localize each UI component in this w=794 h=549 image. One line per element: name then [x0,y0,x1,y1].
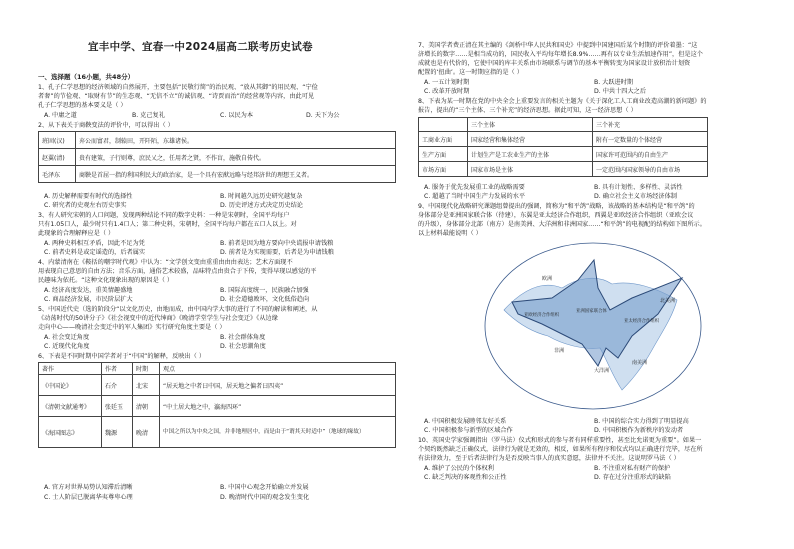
q8-line-2: 报告，提出的“三个主体、三个补充”的经济思想。据此可知，这一经济思想（ ） [418,107,637,114]
q5-option-c: C. 近现代化角度 [44,343,90,350]
q1-option-c: C. 以民为本 [220,112,254,119]
table-cell: 晚清 [133,417,160,448]
q6-option-c: C. 士人阶层已脱离华夷尊卑心理 [44,494,133,501]
map-label-south-america: 南美洲 [632,360,648,366]
q5-option-d: D. 社会思潮角度 [220,343,266,350]
q5-option-a: A. 社会变迁角度 [44,334,90,341]
q4-option-b: B. 国际高度统一，民族融合加强 [220,287,309,294]
right-column [418,0,768,549]
section-heading: 一、选择题（16小题，共48分） [38,73,135,81]
q8-option-d: D. 确立社会主义市场经济体制 [594,193,677,200]
table-header-cell: 观点 [160,363,396,375]
q10-option-c: C. 缺乏判决的客观性和公正性 [424,474,507,481]
q7-option-b: B. 大跃进时期 [594,79,634,86]
q2-option-d: D. 历史评述方式决定历史结论 [220,202,303,209]
q10-option-a: A. 维护了公民的个体权利 [424,465,494,472]
q1-line-1: 1、孔子仁学思想的经济领域的自然展开，主要包括“民敬行简”的治民观、“放从其御”的用民观、“宁俭 [38,84,318,91]
table-cell: 魏源 [102,417,133,448]
q9-option-d: D. 中国积极作为新秩序的发动者 [594,427,684,434]
table-header-cell: 时期 [133,363,160,375]
table-cell: 生产方面 [419,147,468,162]
map-label-apec: 亚太经济合作组织 [624,319,660,324]
table-cell: 中国之所以为中央之国，并非地理居中，而是由于“谓其天时适中”（地球的缘故） [160,417,396,448]
q9-option-b: B. 中国的综合实力得到了明显提高 [594,418,689,425]
map-label-oceania: 大洋洲 [594,368,610,374]
q2-option-c: C. 研究者的史观左右历史事实 [44,202,127,209]
table-cell: 张廷玉 [102,396,133,417]
q2-table [38,131,396,183]
q2-stem: 2、从下表关于商鞅变法的评价中，可以得出（ ） [38,122,174,129]
q4-option-a: A. 经济高度发达，重美情趣盛地 [44,287,133,294]
q8-line-1: 8、下表为某一时期在党的中央全会上重要发言的相关主题为《关于深化工人工商业改造高潮的新问题》的 [418,98,707,105]
q7-option-d: D. 中共十四大之后 [594,88,647,95]
map-label-north-america: 北美洲 [660,298,676,304]
peace-dove-map [482,240,704,412]
table-row [419,162,708,177]
table-cell: 国家市场是主体 [468,162,593,177]
table-header-cell [419,118,468,132]
q6-stem: 6、下表是不同时期中国学者对于“中国”的解释，反映出（ ） [38,353,206,360]
q10-option-b: B. 不注重对私有财产的保护 [594,465,671,472]
q1-option-a: A. 中庸之道 [44,112,77,119]
q4-line-2: 用表现自己意思的自由方法；音乐方面，通俗艺术较盛，品味特点由贵合于下传，变得早现以感觉的平 [38,268,317,275]
table-cell: “居天地之中者曰中国，居天地之偏者曰四夷” [160,375,396,396]
q3-option-a: A. 两种史料相互矛盾，因此不足为凭 [44,240,145,247]
q4-option-d: D. 社会道德败坏，文化低俗趋向 [220,296,310,303]
table-cell: 《中国论》 [39,375,102,396]
q10-line-2: 个契约既然缺乏正确仪式，法律行为就是无效的，相反，如果所有程序和仪式均以正确进行完毕，尽在所 [418,446,703,453]
table-cell: 一定范围内国家领导的自由市场 [593,162,708,177]
q10-line-3: 有法律效力，至于后者法律行为是否反映当事人的真实意愿，法律并不关注。这说明罗马法（ ） [418,455,680,462]
q7-line-2: 济增长的数字……是相当成功的，国民收入平均每年增长8.9%……再有以专业生活加速作用”，但是这个 [418,51,703,58]
q1-option-d: D. 天下为公 [306,112,340,119]
q3-option-b: B. 前者是因为地方要向中央谎报申请钱粮 [220,240,334,247]
q1-option-b: B. 克己复礼 [132,112,165,119]
table-row [419,132,708,147]
q9-line-2: 身体部分是亚洲国家联合体（待建），东翼是亚太经济合作组织，西翼是亚欧经济合作组织（亚欧会议 [418,212,694,219]
map-label-europe: 欧洲 [542,276,553,282]
page-title: 宜丰中学、宜春一中2024届高二联考历史试卷 [88,41,313,53]
q1-line-3: 孔子仁学思想的基本要义是（ ） [38,102,127,109]
q3-line-3: 此现象的合理解释应是（ ） [38,230,115,237]
table-row [39,132,396,149]
table-header-cell: 三个补充 [593,118,708,132]
table-cell: 国家经营和集体经营 [468,132,593,147]
q1-line-2: 者奢”的节俭观、“取财有节”的生态观、“无信不立”的诚信观、“诗贾而治”的经营观等内容，由此可见 [38,93,315,100]
q4-option-c: C. 商品经济发展，市民阶层扩大 [44,296,133,303]
table-cell: 弃公而富君，制辕田，开阡陌，东雄诸侯。 [76,132,396,149]
table-row [39,417,396,448]
q3-line-1: 3、有人研究宋朝的人口问题，发现两种结论不同的数字史料：一种是宋朝时，全国平均每户 [38,212,290,219]
q4-line-3: 民趣味为依托。“这种文化现象出现的原因是（ ） [38,277,174,284]
q6-option-d: D. 晚清时代中国的观念发生变化 [220,494,310,501]
q7-option-c: C. 改革开放时期 [424,88,470,95]
table-row [39,396,396,417]
table-cell: 班固(汉) [39,132,76,149]
q10-line-1: 10、英国史学家强调指出（罗马法）仪式和形式的参与者有同样重要性，甚至比允诺更为重要”。如果一 [418,437,702,444]
table-cell: 《清朝文献通考》 [39,396,102,417]
q5-line-2: 《动荡时代的50讲分子》《社会视变中的近代绅商》《晚清学堂学生与社会变迁》《从边缘 [38,315,278,322]
table-cell: 清朝 [133,396,160,417]
q7-line-4: 配置的‘扭曲’。这一时期应指的是（ ） [418,69,523,76]
q8-option-c: C. 超越了当时中国生产力发展的水平 [424,193,526,200]
table-row [419,118,708,132]
q3-option-d: D. 前者是为实现需要，后者是为申请钱粮 [220,249,334,256]
table-cell: 《海国图志》 [39,417,102,448]
table-cell: 附有一定数量的个体经营 [593,132,708,147]
table-cell: 贵有建策，子行则尊，庶民乂之，任用者之贤，不作盲，施敬自传代。 [76,149,396,166]
q5-option-b: B. 社会群体角度 [220,334,266,341]
q6-table [38,362,396,448]
map-label-africa: 非洲 [554,348,565,354]
q9-option-c: C. 中国积极参与新型的区域合作 [424,427,513,434]
q8-table [418,117,708,177]
q5-line-3: 走向中心——晚清社会变迁中的军人集团》实行研究角度主要是（ ） [38,324,226,331]
q8-option-a: A. 服务于优先发展重工业的战略需要 [424,184,525,191]
q10-option-d: D. 存在过分注重形式的缺陷 [594,474,671,481]
table-cell: 毛泽东 [39,166,76,183]
q9-line-1: 9、中国现代化战略研究课题组曾提出的强调，简称为“和平鸽”战略，该战略的基本结构是“和平鸽”的 [418,203,695,210]
table-cell: 计划生产是工农业生产的主体 [468,147,593,162]
table-cell: 赵翼(清) [39,149,76,166]
table-row [419,147,708,162]
table-row [39,166,396,183]
q2-option-a: A. 历史解释需要有时代的选择性 [44,193,133,200]
table-cell: 国家许可范围内的自由生产 [593,147,708,162]
q3-line-2: 只有1.05口人，最少时只有1.4口人；第二种史料，宋朝时，全国平均每户都在五口人以上。对 [38,221,297,228]
map-label-asia-union: 亚洲国家联合体 [576,309,607,314]
q5-line-1: 5、中国近代史（选的阶段分“以文化历史，由地而成，由中国内学大事的进行了不同的解读和阐述，从 [38,306,318,313]
table-cell: 工商业方面 [419,132,468,147]
q2-option-b: B. 时间越久远历史研究越复杂 [220,193,303,200]
left-column [38,0,398,549]
q4-line-1: 4、内蒙清南在《鞍括的嘲字时代观》中认为：“文学创文变由重重由由由表达；艺术方面现不 [38,259,293,266]
table-cell: 市场方面 [419,162,468,177]
q7-line-3: 成就也是有代价的，它使中国的库丰关系由市场联系与调节的基本平衡转变为国家设计放积治计划资 [418,60,691,67]
table-cell: 石介 [102,375,133,396]
table-row [39,363,396,375]
table-cell: “中土居大地之中，瀛海四环” [160,396,396,417]
q9-option-a: A. 中国积极发展睦邻友好关系 [424,418,507,425]
q9-line-4: 以上材料最能说明（ ） [418,230,482,237]
table-cell: 商鞅是首屈一指的利国利民大的政治家，是一个具有宏猷远略与经邦济世的理想王义者。 [76,166,396,183]
map-label-asia-europe-coop: 亚欧经济合作组织 [524,313,560,318]
table-header-cell: 三个主体 [468,118,593,132]
q6-option-b: B. 中国中心观念开始确立并发展 [220,484,309,491]
q6-option-a: A. 官方对世界局势认知滞后清晰 [44,484,133,491]
table-header-cell: 作者 [102,363,133,375]
q9-line-3: 的升级），身体部分北部（南方）是南美洲、大洋洲和非洲国家……“和平鸽”的电视配的结构如下图所示。 [418,221,706,228]
q3-option-c: C. 前者史料是或定谣造的，后者属实 [44,249,146,256]
q8-option-b: B. 具有计划性、多样性、灵活性 [594,184,683,191]
table-row [39,375,396,396]
q7-option-a: A. 一五计划时期 [424,79,470,86]
q7-line-1: 7、美国学者费正清在其主编的《剑桥中华人民共和国史》中提到中国建国后某个时期的评价着墨：“这 [418,42,698,49]
table-row [39,149,396,166]
table-header-cell: 著作 [39,363,102,375]
table-cell: 北宋 [133,375,160,396]
